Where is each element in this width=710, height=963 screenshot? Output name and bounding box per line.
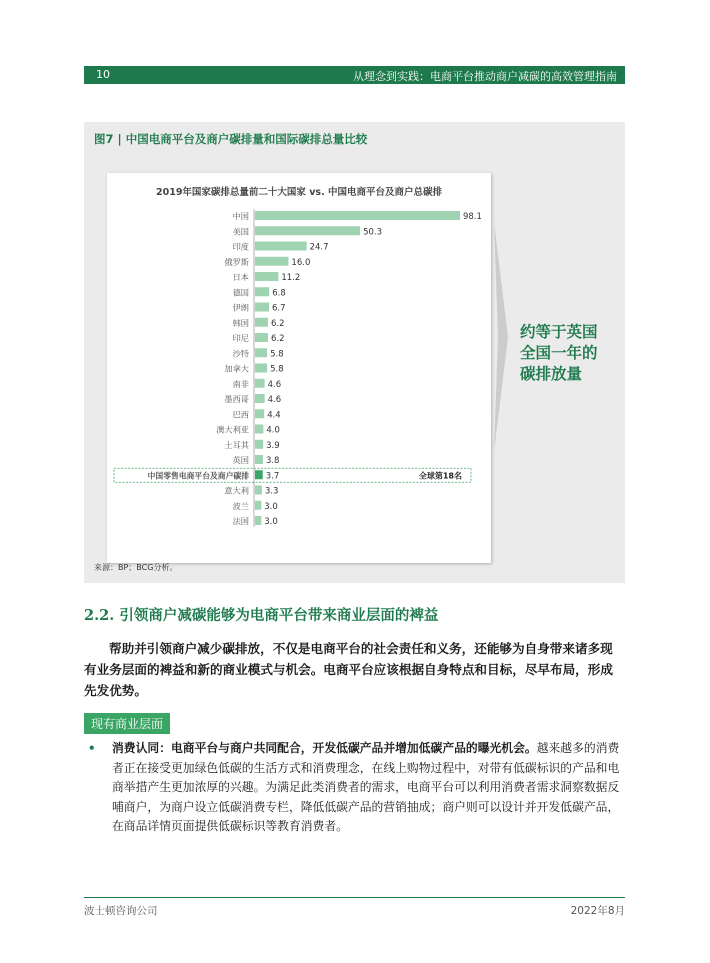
value-label: 4.6 [267, 395, 282, 405]
bar [255, 272, 278, 281]
bar [255, 257, 288, 266]
category-label: 俄罗斯 [224, 256, 249, 267]
value-label: 3.0 [264, 501, 278, 512]
category-label: 巴西 [232, 409, 249, 420]
footer-rule [84, 897, 625, 898]
highlight-note: 全球第18名 [418, 471, 462, 481]
value-label: 24.7 [309, 242, 329, 253]
bullet-body: 越来越多的消费者正在接受更加绿色低碳的生活方式和消费理念，在线上购物过程中，对带有低碳标识的产品和电商举措产生更加浓厚的兴趣。为满足此类消费者的需求，电商平台可以利用消费者需求洞察数据反哺商户，为商户设立低碳消费专栏，降低低碳产品的营销抽成；商户则可以设计并开发低碳产品，在商品详情页面提供低碳标识等教育消费者。 [112, 741, 620, 834]
bar [255, 287, 269, 296]
bullet-text [112, 739, 625, 837]
category-label: 澳大利亚 [216, 424, 249, 435]
value-label: 3.0 [264, 517, 278, 527]
bar [255, 242, 307, 251]
value-label: 6.8 [272, 288, 286, 299]
callout-line: 全国一年的 [520, 344, 598, 362]
footer-company: 波士顿咨询公司 [84, 905, 158, 917]
bar [255, 440, 263, 449]
bar [255, 379, 265, 388]
value-label: 6.2 [270, 318, 285, 329]
lead-paragraph: 帮助并引领商户减少碳排放，不仅是电商平台的社会责任和义务，还能够为自身带来诸多现有业务层面的裨益和新的商业模式与机会。电商平台应该根据自身特点和目标，尽早布局，形成先发优势。 [84, 641, 613, 698]
value-label: 50.3 [363, 227, 383, 238]
value-label: 11.2 [281, 273, 301, 283]
value-label: 98.1 [463, 212, 482, 222]
category-label: 印尼 [232, 333, 249, 343]
category-label: 加拿大 [224, 363, 249, 374]
figure-panel [84, 122, 625, 583]
header-title: 从理念到实践：电商平台推动商户减碳的高效管理指南 [353, 70, 617, 83]
category-label: 美国 [232, 226, 249, 237]
page-number: 10 [96, 68, 110, 81]
callout-text [520, 322, 620, 385]
callout-line: 约等于英国 [520, 323, 598, 341]
category-label: 中国 [232, 211, 249, 221]
bullet-item [84, 739, 625, 837]
value-label: 3.8 [265, 456, 280, 466]
section-tag: 现有商业层面 [84, 713, 170, 734]
category-label: 德国 [232, 287, 249, 298]
bullet-lead: 消费认同：电商平台与商户共同配合，开发低碳产品并增加低碳产品的曝光机会。 [112, 741, 537, 755]
value-label: 16.0 [291, 257, 311, 268]
category-label: 法国 [232, 516, 249, 526]
bar [255, 226, 360, 235]
running-header [84, 66, 625, 84]
category-label: 沙特 [232, 348, 249, 359]
bullet-marker: • [88, 741, 96, 755]
value-label: 5.8 [270, 364, 284, 375]
callout-line: 碳排放量 [520, 365, 583, 383]
bar [255, 394, 265, 403]
category-label: 中国零售电商平台及商户碳排 [147, 471, 249, 481]
value-label: 4.6 [267, 379, 282, 390]
bar-chart [107, 173, 491, 563]
value-label: 6.2 [270, 334, 285, 344]
figure-title: 图7 | 中国电商平台及商户碳排量和国际碳排总量比较 [94, 132, 368, 146]
category-label: 日本 [232, 272, 249, 282]
bar [255, 486, 262, 495]
category-label: 韩国 [232, 317, 249, 328]
category-label: 墨西哥 [224, 394, 249, 404]
bar [255, 425, 263, 434]
bar [255, 516, 261, 525]
bar [255, 348, 267, 357]
bar [255, 455, 263, 464]
value-label: 4.0 [266, 425, 280, 436]
category-label: 意大利 [224, 485, 249, 496]
footer-date: 2022年8月 [570, 905, 625, 917]
bar [255, 211, 460, 220]
bar [255, 333, 268, 342]
category-label: 波兰 [232, 500, 249, 511]
bar [255, 364, 267, 373]
category-label: 土耳其 [224, 439, 249, 450]
bar [255, 470, 263, 479]
category-label: 印度 [232, 241, 249, 252]
bar [255, 501, 261, 510]
value-label: 3.3 [264, 486, 279, 497]
value-label: 5.8 [270, 349, 284, 360]
bar [255, 318, 268, 327]
bar [255, 303, 269, 312]
bar-series [114, 211, 482, 527]
category-label: 伊朗 [232, 302, 249, 313]
value-label: 3.9 [266, 440, 280, 451]
category-label: 英国 [232, 455, 249, 465]
chevron-arrow-icon [492, 222, 510, 452]
value-label: 3.7 [265, 471, 280, 482]
chart-card [107, 173, 491, 563]
category-label: 南非 [232, 378, 249, 389]
value-label: 4.4 [267, 410, 281, 421]
section-heading: 2.2. 引领商户减碳能够为电商平台带来商业层面的裨益 [84, 607, 439, 624]
chart-title: 2019年国家碳排总量前二十大国家 vs. 中国电商平台及商户总碳排 [155, 187, 443, 198]
bar [255, 409, 264, 418]
figure-source: 来源：BP；BCG分析。 [94, 563, 178, 572]
value-label: 6.7 [272, 303, 286, 314]
